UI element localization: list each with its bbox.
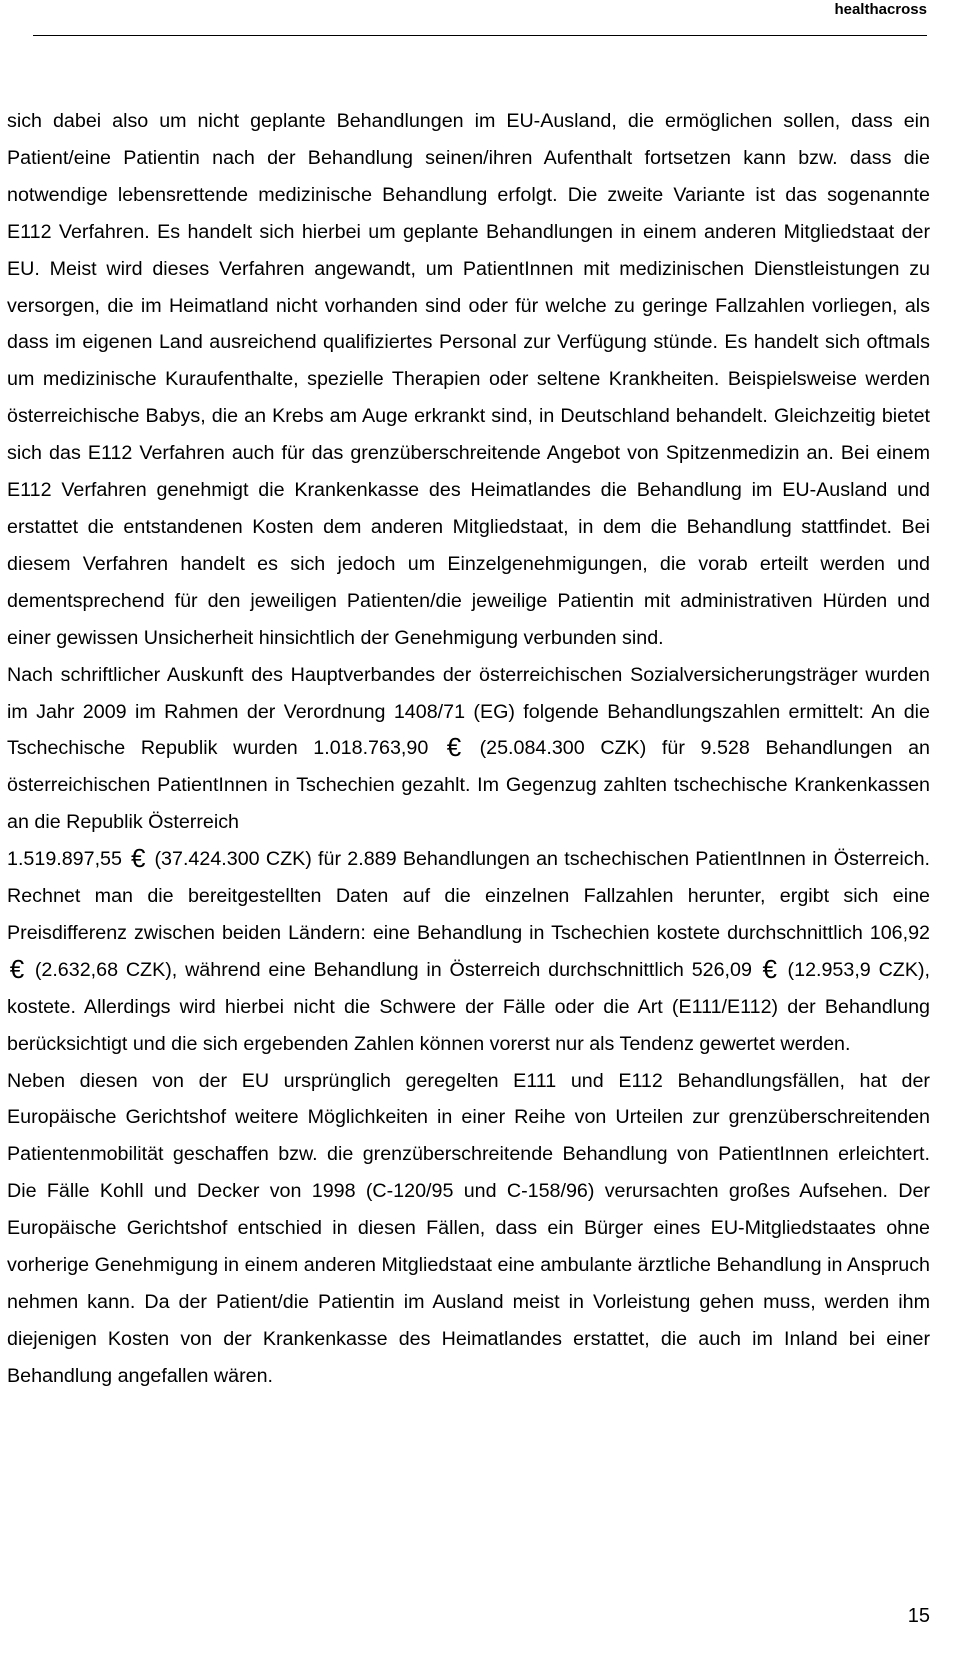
text-segment: (25.084.300 CZK) für 9.528 Behandlungen an österreichischen PatientInnen in Tschechien gezahlt. Im Gegenzug zahlten tschechische Krankenkassen an die Republik Österreich [7, 737, 930, 834]
euro-sign: € [446, 732, 462, 763]
euro-sign: € [9, 953, 25, 984]
text-segment: Nach schriftlicher Auskunft des Hauptverbandes der österreichischen Sozialversicherungsträger wurden im Jahr 2009 im Rahmen der Verordnung 1408/71 (EG) folgende Behandlungszahlen ermittelt: An die Tschechische Republik wurden 1.018.763,90 [7, 663, 930, 760]
text-segment: (12.953,9 CZK), kostete. Allerdings wird hierbei nicht die Schwere der Fälle oder die Art (E111/E112) der Behandlung berücksichtigt und die sich ergebenden Zahlen können vorerst nur als Tendenz gewertet werden. [7, 958, 930, 1055]
text-segment: (37.424.300 CZK) für 2.889 Behandlungen an tschechischen PatientInnen in Österreich. Rechnet man die bereitgestellten Daten auf die einzelnen Fallzahlen herunter, ergibt sich eine Preisdifferenz zwischen beiden Ländern: eine Behandlung in Tschechien kostete durchschnittlich 106,92 [7, 848, 930, 944]
header-label: healthacross [834, 1, 927, 18]
paragraph [7, 657, 930, 1063]
text-segment: (2.632,68 CZK), während eine Behandlung in Österreich durchschnittlich 526,09 [27, 958, 760, 981]
paragraph [7, 1063, 930, 1395]
euro-sign: € [762, 953, 777, 984]
page-header [0, 0, 960, 40]
text-segment: sich dabei also um nicht geplante Behandlungen im EU-Ausland, die ermöglichen sollen, dass ein Patient/eine Patientin nach der Behandlung seinen/ihren Aufenthalt fortsetzen kann bzw. dass die notwendige lebensrettende medizinische Behandlung erfolgt. Die zweite Variante ist das sogenannte E112 Verfahren. Es handelt sich hierbei um geplante Behandlungen in einem anderen Mitgliedstaat der EU. Meist wird dieses Verfahren angewandt, um PatientInnen mit medizinischen Dienstleistungen zu versorgen, die im Heimatland nicht vorhanden sind oder für welche zu geringe Fallzahlen vorliegen, als dass im eigenen Land ausreichend qualifiziertes Personal zur Verfügung stünde. Es handelt sich oftmals um medizinische Kuraufenthalte, spezielle Therapien oder seltene Krankheiten. Beispielsweise werden österreichische Babys, die an Krebs am Auge erkrankt sind, in Deutschland behandelt. Gleichzeitig bietet sich das E112 Verfahren auch für das grenzüberschreitende Angebot von Spitzenmedizin an. Bei einem E112 Verfahren genehmigt die Krankenkasse des Heimatlandes die Behandlung im EU-Ausland und erstattet die entstandenen Kosten dem anderen Mitgliedstaat, in dem die Behandlung stattfindet. Bei diesem Verfahren handelt es sich jedoch um Einzelgenehmigungen, die vorab erteilt werden und dementsprechend für den jeweiligen Patienten/die jeweilige Patientin mit administrativen Hürden und einer gewissen Unsicherheit hinsichtlich der Genehmigung verbunden sind. [7, 110, 930, 649]
paragraph [7, 103, 930, 657]
euro-sign: € [131, 843, 146, 874]
body-text [7, 103, 930, 1395]
text-segment: 1.519.897,55 [7, 848, 129, 871]
text-segment: Neben diesen von der EU ursprünglich geregelten E111 und E112 Behandlungsfällen, hat der Europäische Gerichtshof weitere Möglichkeiten in einer Reihe von Urteilen zur grenzüberschreitenden Patientenmobilität geschaffen bzw. die grenzüberschreitende Behandlung von PatientInnen erleichtert. Die Fälle Kohll und Decker von 1998 (C-120/95 und C-158/96) verursachten großes Aufsehen. Der Europäische Gerichtshof entschied in diesen Fällen, dass ein Bürger eines EU-Mitgliedstaates ohne vorherige Genehmigung in einem anderen Mitgliedstaat eine ambulante ärztliche Behandlung in Anspruch nehmen kann. Da der Patient/die Patientin im Ausland meist in Vorleistung gehen muss, werden ihm diejenigen Kosten von der Krankenkasse des Heimatlandes erstattet, die auch im Inland bei einer Behandlung angefallen wären. [7, 1069, 930, 1387]
page-number: 15 [907, 1605, 930, 1627]
header-rule [33, 35, 927, 36]
